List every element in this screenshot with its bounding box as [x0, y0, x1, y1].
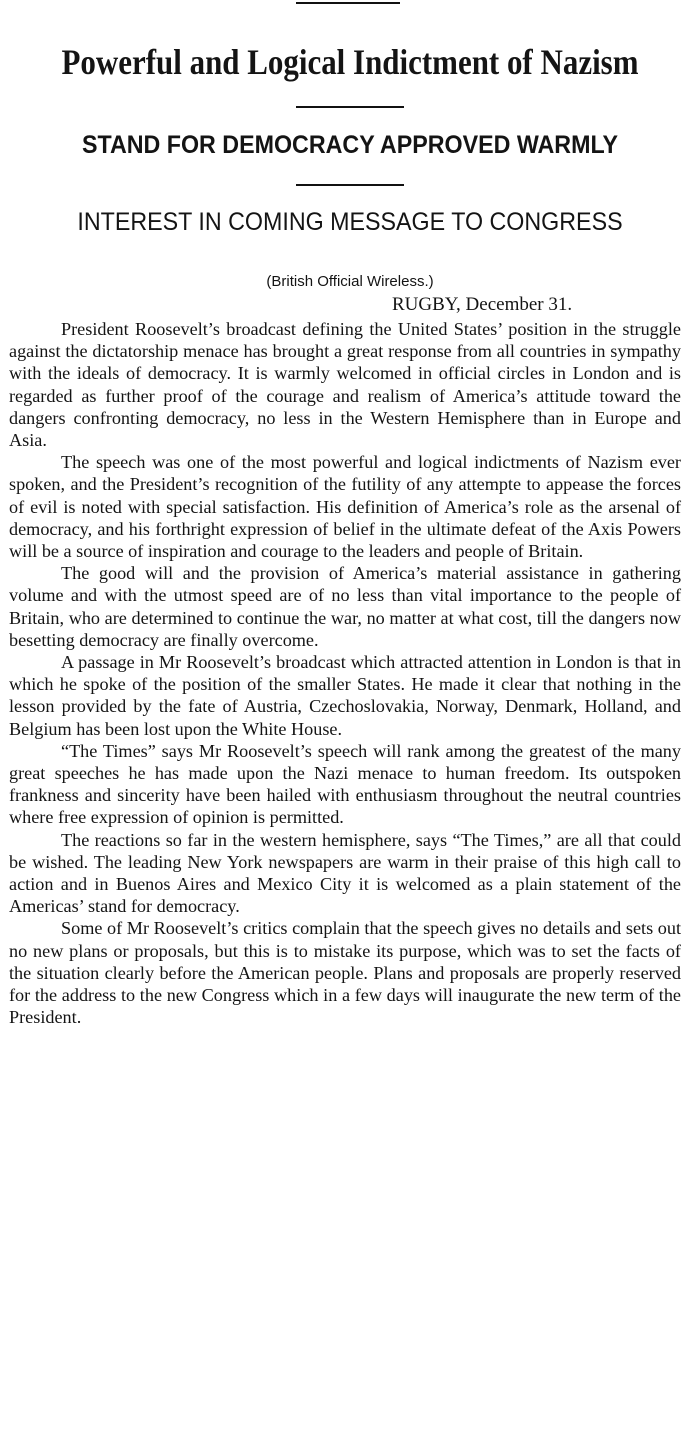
headline-divider — [296, 106, 404, 108]
article-paragraph: The good will and the provision of America’s material assistance in gathering volume and with the utmost speed are of no less than vital importance to the people of Britain, who are determined to continue the war, no matter at what cost, till the dangers now besetting democracy are finally overcome. — [9, 563, 681, 650]
top-rule — [296, 2, 400, 4]
dateline: RUGBY, December 31. — [392, 294, 573, 315]
article-paragraph: President Roosevelt’s broadcast defining the United States’ position in the struggle against the dictatorship menace has brought a great response from all countries in sympathy with the ideals of democracy. It is warmly welcomed in official circles in London and is regarded as further proof of the courage and realism of America’s attitude toward the dangers confronting democracy, no less in the Western Hemisphere than in Europe and Asia. — [9, 319, 681, 451]
article-paragraph: Some of Mr Roosevelt’s critics complain that the speech gives no details and sets out no new plans or proposals, but this is to mistake its purpose, which was to set the facts of the situation clearly before the American people. Plans and proposals are properly reserved for the address to the new Congress which in a few days will inaugurate the new term of the President. — [9, 918, 681, 1028]
headline: Powerful and Logical Indictment of Nazism — [61, 42, 639, 82]
article-body — [9, 318, 681, 1029]
article-paragraph: “The Times” says Mr Roosevelt’s speech will rank among the greatest of the many great speeches he has made upon the Nazi menace to human freedom. Its outspoken frankness and sincerity have been hailed with enthusiasm throughout the neutral countries where free expression of opinion is permitted. — [9, 740, 681, 828]
subheadline-primary: STAND FOR DEMOCRACY APPROVED WARMLY — [81, 131, 619, 159]
source-credit: (British Official Wireless.) — [266, 273, 434, 290]
article-paragraph: The speech was one of the most powerful and logical indictments of Nazism ever spoken, and the President’s recognition of the futility of any attempte to appease the forces of evil is noted with special satisfaction. His definition of America’s role as the arsenal of democracy, and his forthright expression of belief in the ultimate defeat of the Axis Powers will be a source of inspiration and courage to the leaders and people of Britain. — [9, 452, 681, 562]
article-paragraph: The reactions so far in the western hemisphere, says “The Times,” are all that could be wished. The leading New York newspapers are warm in their praise of this high call to action and in Buenos Aires and Mexico City it is welcomed as a plain statement of the Americas’ stand for democracy. — [9, 829, 681, 917]
article-paragraph: A passage in Mr Roosevelt’s broadcast which attracted attention in London is that in which he spoke of the position of the smaller States. He made it clear that nothing in the lesson provided by the fate of Austria, Czechoslovakia, Norway, Denmark, Holland, and Belgium has been lost upon the White House. — [9, 652, 681, 739]
subheadline-secondary: INTEREST IN COMING MESSAGE TO CONGRESS — [77, 208, 623, 236]
subheadline-divider — [296, 184, 404, 186]
